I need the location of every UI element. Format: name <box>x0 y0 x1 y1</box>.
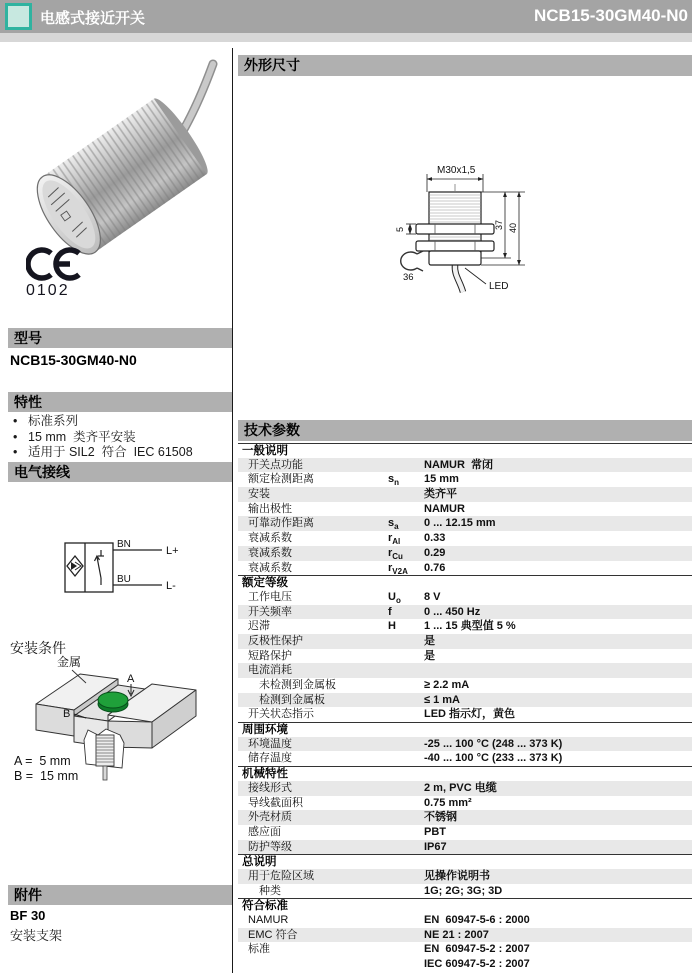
dim-a-value: A = 5 mm <box>14 754 71 768</box>
tech-row-label: 工作电压 <box>248 590 292 603</box>
tech-row-label: 衰减系数 <box>248 546 292 559</box>
tech-row <box>238 487 692 502</box>
column-divider <box>232 48 233 973</box>
tech-row-value: 15 mm <box>424 473 459 486</box>
tech-row-label: 短路保护 <box>248 649 292 662</box>
tech-row-value: NAMUR 常闭 <box>424 458 494 471</box>
tech-row-symbol <box>388 487 424 502</box>
tech-row-symbol <box>388 796 424 811</box>
tech-row-value: 不锈钢 <box>424 811 457 824</box>
dimension-drawing <box>383 138 603 306</box>
header-substrip <box>0 33 692 42</box>
tech-row-label: 储存温度 <box>248 752 292 765</box>
tech-row-label: 用于危险区域 <box>248 869 314 882</box>
tech-row <box>238 737 692 752</box>
tech-row-label: 环境温度 <box>248 737 292 750</box>
tech-subsection <box>238 575 692 722</box>
tech-row-symbol <box>388 693 424 708</box>
dim-b-value: B = 15 mm <box>14 769 79 783</box>
tech-row-symbol <box>388 884 424 899</box>
tech-row-label: 检测到金属板 <box>259 693 325 706</box>
tech-row-label: 种类 <box>259 884 281 897</box>
tech-row <box>238 942 692 957</box>
tech-row-symbol <box>388 928 424 943</box>
tech-row-label: 输出极性 <box>248 502 292 515</box>
tech-row-value: 是 <box>424 634 435 647</box>
tech-row <box>238 751 692 766</box>
wrench-size-label: 36 <box>403 272 414 283</box>
tech-row-value: IEC 60947-5-2 : 2007 <box>424 958 530 971</box>
tech-row-label: 标准 <box>248 943 270 956</box>
tech-row-value: 1 ... 15 典型值 5 % <box>424 620 516 633</box>
tech-row <box>238 458 692 473</box>
thread-dim-label: M30x1,5 <box>437 165 476 176</box>
tech-row-value <box>424 663 692 678</box>
tech-row-value: EN 60947-5-2 : 2007 <box>424 943 530 956</box>
tech-subsection-title: 周围环境 <box>238 722 692 737</box>
tech-row-label: 安装 <box>248 488 270 501</box>
feature-text: 标准系列 <box>28 414 79 428</box>
len40-label: 40 <box>508 222 518 233</box>
features-section-bar: 特性 <box>8 392 232 412</box>
tech-row-label: 可靠动作距离 <box>248 517 314 530</box>
tech-row-symbol: $s_n$ <box>388 473 400 488</box>
tech-row-symbol <box>388 678 424 693</box>
tech-row-value: 1G; 2G; 3G; 3D <box>424 884 503 897</box>
tech-row-value: 0.29 <box>424 546 446 559</box>
len37-label: 37 <box>494 219 504 230</box>
tech-row-value: 2 m, PVC 电缆 <box>424 781 497 794</box>
tech-row <box>238 884 692 899</box>
tech-subsection-title: 一般说明 <box>238 443 692 458</box>
wire-lminus-label: L- <box>166 580 176 592</box>
tech-row-value: ≥ 2.2 mA <box>424 679 470 691</box>
tech-row <box>238 869 692 884</box>
tech-row-symbol: $s_a$ <box>388 517 399 532</box>
dimensions-section-bar: 外形尺寸 <box>238 55 692 76</box>
tech-row-value: IP67 <box>424 840 447 853</box>
tech-row <box>238 707 692 722</box>
tech-row-value: 是 <box>424 649 435 662</box>
tech-row <box>238 590 692 605</box>
metal-label: 金属 <box>57 655 82 669</box>
tech-row-value: -25 ... 100 °C (248 ... 373 K) <box>424 737 563 750</box>
tech-row-value: NAMUR <box>424 502 465 515</box>
tech-row-symbol <box>388 810 424 825</box>
tech-row <box>238 546 692 561</box>
tech-row <box>238 781 692 796</box>
tech-row-value: 8 V <box>424 590 441 603</box>
wire-lplus-label: L+ <box>166 545 179 557</box>
model-number-text: NCB15-30GM40-N0 <box>10 352 137 368</box>
tech-row-value: 0.33 <box>424 532 446 545</box>
tech-row-label: 开关状态指示 <box>248 708 314 721</box>
features-list <box>10 414 228 461</box>
tech-row-label: EMC 符合 <box>248 928 298 941</box>
bullet-icon: • <box>13 429 18 444</box>
tech-row-value: PBT <box>424 825 446 838</box>
ce-mark-icon <box>26 246 88 282</box>
tech-row-value: ≤ 1 mA <box>424 693 460 706</box>
tech-subsection <box>238 854 692 898</box>
tech-subsection-rows <box>238 869 692 898</box>
top-header-bar <box>0 0 692 33</box>
ce-notified-body-number: 0102 <box>26 282 70 299</box>
tech-row-label: 导线截面积 <box>248 796 303 809</box>
tech-row-label: 开关频率 <box>248 605 292 618</box>
tech-row <box>238 913 692 928</box>
tech-row-symbol <box>388 707 424 722</box>
tech-row-symbol <box>388 942 424 957</box>
tech-row <box>238 957 692 972</box>
tech-subsection-rows <box>238 913 692 972</box>
tech-row-label: 外壳材质 <box>248 811 292 824</box>
accessory-model: BF 30 <box>10 908 46 923</box>
tech-row-symbol <box>388 751 424 766</box>
tech-row <box>238 472 692 487</box>
tech-row-symbol: H <box>388 620 396 633</box>
wire-bn-label: BN <box>117 539 131 550</box>
tech-row-symbol: f <box>388 605 392 618</box>
tech-row-label: 未检测到金属板 <box>259 679 336 691</box>
led-label: LED <box>489 281 509 292</box>
tech-subsection-title: 符合标准 <box>238 898 692 913</box>
tech-row <box>238 825 692 840</box>
tech-row-value: LED 指示灯，黄色 <box>424 708 516 721</box>
tech-row-symbol <box>388 737 424 752</box>
wiring-diagram <box>38 533 213 605</box>
tech-row-symbol <box>388 840 424 855</box>
tech-row-label: NAMUR <box>248 914 289 926</box>
tech-row-value: EN 60947-5-6 : 2000 <box>424 914 530 926</box>
wiring-section-bar: 电气接线 <box>8 462 232 482</box>
feature-text: 适用于 SIL2 符合 IEC 61508 <box>28 445 193 459</box>
nut-thickness-label: 5 <box>395 226 405 232</box>
tech-row <box>238 502 692 517</box>
tech-section-bar: 技术参数 <box>238 420 692 441</box>
dim-b-letter: B <box>63 708 71 720</box>
tech-row-symbol <box>388 649 424 664</box>
tech-row-label: 接线形式 <box>248 781 292 794</box>
tech-subsection-rows <box>238 458 692 576</box>
tech-row-label: 反极性保护 <box>248 634 303 647</box>
tech-row <box>238 693 692 708</box>
product-type-title: 电感式接近开关 <box>40 10 146 27</box>
tech-row-label: 防护等级 <box>248 840 292 853</box>
tech-row-symbol <box>388 634 424 649</box>
tech-row-value: 类齐平 <box>424 488 457 501</box>
tech-subsection <box>238 766 692 854</box>
feature-item <box>10 414 228 430</box>
tech-table <box>238 443 692 972</box>
tech-row <box>238 796 692 811</box>
tech-row-value: 0 ... 450 Hz <box>424 605 481 618</box>
header-model-number: NCB15-30GM40-N0 <box>534 6 688 25</box>
tech-row-label: 迟滞 <box>248 620 270 633</box>
tech-row-value: 0.75 mm² <box>424 796 472 809</box>
tech-row-symbol: $r_{Cu}$ <box>388 546 403 561</box>
tech-row-symbol <box>388 825 424 840</box>
bullet-icon: • <box>13 445 18 459</box>
tech-row-value: 见操作说明书 <box>424 869 490 882</box>
tech-subsection-title: 机械特性 <box>238 766 692 781</box>
tech-row-symbol <box>388 957 424 972</box>
tech-row <box>238 810 692 825</box>
tech-row <box>238 561 692 576</box>
accessory-description: 安装支架 <box>10 928 63 943</box>
tech-row-label: 感应面 <box>248 825 281 838</box>
tech-row-label: 电流消耗 <box>248 664 292 677</box>
accessories-section-bar: 附件 <box>8 885 232 905</box>
tech-row <box>238 605 692 620</box>
mounting-conditions-title: 安装条件 <box>10 640 66 656</box>
feature-item <box>10 445 228 461</box>
tech-row <box>238 649 692 664</box>
tech-subsection-title: 额定等级 <box>238 575 692 590</box>
tech-row <box>238 928 692 943</box>
model-section-bar: 型号 <box>8 328 232 348</box>
tech-row-symbol <box>388 869 424 884</box>
tech-row-label: 额定检测距离 <box>248 473 314 486</box>
tech-row-symbol <box>388 781 424 796</box>
tech-subsection-rows <box>238 590 692 722</box>
brand-logo-icon <box>5 3 32 30</box>
tech-row-value: NE 21 : 2007 <box>424 928 489 941</box>
tech-subsection-title: 总说明 <box>238 854 692 869</box>
tech-subsection-rows <box>238 781 692 854</box>
tech-row-symbol <box>388 663 424 678</box>
tech-row-symbol <box>388 913 424 928</box>
tech-subsection <box>238 722 692 766</box>
tech-row <box>238 840 692 855</box>
tech-subsection <box>238 443 692 575</box>
tech-row-value: 0 ... 12.15 mm <box>424 517 496 530</box>
tech-row-symbol: $r_{V2A}$ <box>388 561 408 576</box>
bullet-icon: • <box>13 414 18 428</box>
tech-row <box>238 531 692 546</box>
tech-subsection-rows <box>238 737 692 766</box>
tech-row <box>238 663 692 678</box>
tech-row <box>238 516 692 531</box>
tech-row <box>238 619 692 634</box>
tech-row-symbol: $U_o$ <box>388 590 401 606</box>
tech-row-symbol <box>388 502 424 517</box>
tech-row-label <box>248 957 388 972</box>
feature-item <box>10 430 228 446</box>
dim-a-letter: A <box>127 673 135 685</box>
tech-row-label: 开关点功能 <box>248 458 303 471</box>
tech-row <box>238 634 692 649</box>
tech-row-label: 衰减系数 <box>248 532 292 545</box>
wire-bu-label: BU <box>117 574 131 585</box>
tech-row-value: -40 ... 100 °C (233 ... 373 K) <box>424 752 563 765</box>
tech-row-label: 衰减系数 <box>248 561 292 574</box>
feature-text: 15 mm 类齐平安装 <box>28 429 136 444</box>
tech-row-symbol: $r_{Al}$ <box>388 532 401 547</box>
tech-subsection <box>238 898 692 971</box>
tech-row-value: 0.76 <box>424 561 446 574</box>
tech-row <box>238 678 692 693</box>
tech-row-symbol <box>388 458 424 473</box>
